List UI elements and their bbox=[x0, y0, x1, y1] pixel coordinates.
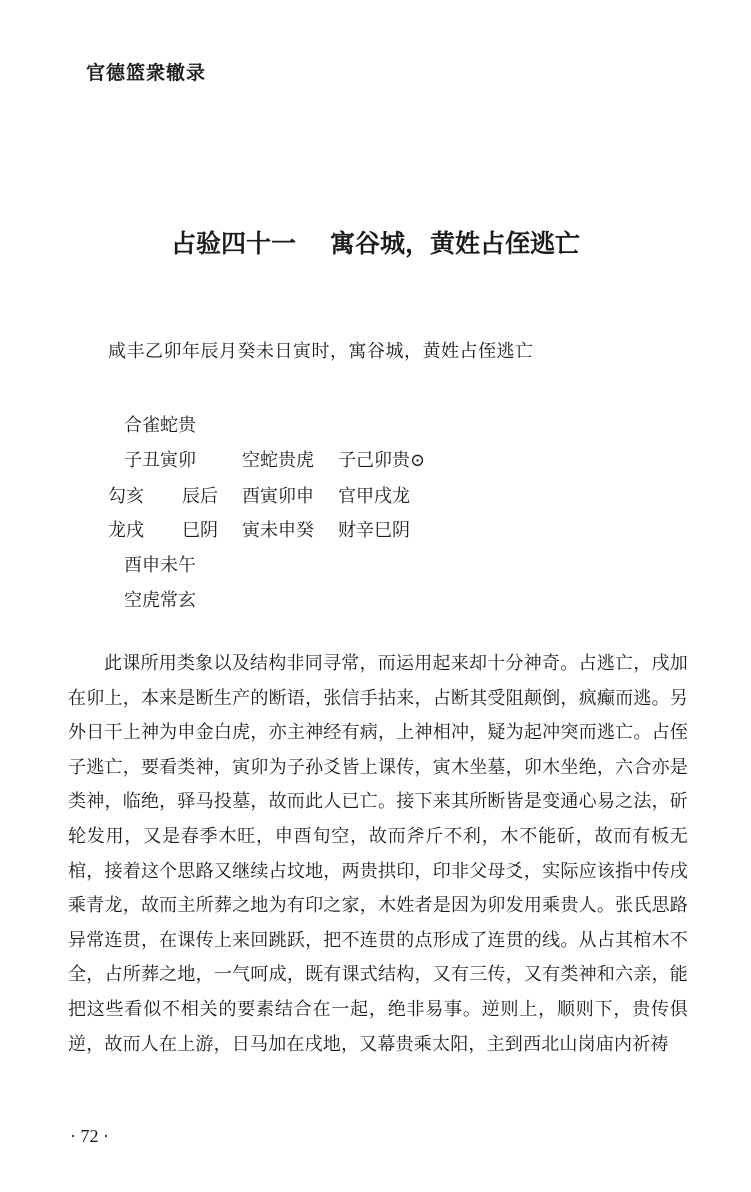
chart-cell: 官甲戌龙 bbox=[338, 486, 410, 507]
chart-row-5 bbox=[124, 551, 196, 577]
chapter-title-text: 寓谷城，黄姓占侄逃亡 bbox=[330, 229, 581, 258]
chapter-number-label: 占验四十一 bbox=[170, 229, 296, 258]
page-number: · 72 · bbox=[70, 1126, 109, 1146]
chart-cell: 勾亥 bbox=[108, 486, 144, 507]
chart-cell: 龙戌 bbox=[108, 520, 144, 541]
body-paragraph: 此课所用类象以及结构非同寻常，而运用起来却十分神奇。占逃亡，戌加在卯上，本来是断生产的断语，张信手拈来，占断其受阻颠倒，疯癫而逃。另外日干上神为申金白虎，亦主神经有病，上神相冲，疑为起冲突而逃亡。占侄子逃亡，要看类神，寅卯为子孙爻皆上课传，寅木坐墓，卯木坐绝，六合亦是类神，临绝，驿马投墓，故而此人已亡。接下来其所断皆是变通心易之法，斫轮发用，又是春季木旺，申酉旬空，故而斧斤不利，木不能斫，故而有板无棺，接着这个思路又继续占坟地，两贵拱印，印非父母爻，实际应该指中传戌乘青龙，故而主所葬之地为有印之家，木姓者是因为卯发用乘贵人。张氏思路异常连贯，在课传上来回跳跃，把不连贯的点形成了连贯的线。从占其棺木不全，占所葬之地，一气呵成，既有课式结构，又有三传，又有类神和六亲，能把这些看似不相关的要素结合在一起，绝非易事。逆则上，顺则下，贵传俱逆，故而人在上游，日马加在戌地，又幕贵乘太阳，主到西北山岗庙内祈祷 bbox=[68, 653, 688, 1055]
chart-cell: 寅未申癸 bbox=[242, 520, 314, 541]
chapter-title bbox=[0, 224, 751, 260]
chart-row-1 bbox=[124, 411, 196, 437]
chart-cell: 空蛇贵虎 bbox=[242, 450, 314, 471]
chart-cell: 财辛巳阴 bbox=[338, 520, 410, 541]
divination-subtitle: 咸丰乙卯年辰月癸未日寅时，寓谷城，黄姓占侄逃亡 bbox=[108, 341, 534, 362]
chart-cell: 酉寅卯申 bbox=[242, 486, 314, 507]
chart-row-6 bbox=[124, 586, 196, 612]
chart-cell: 酉申未午 bbox=[124, 555, 196, 576]
chart-cell: 子己卯贵⊙ bbox=[338, 450, 426, 471]
running-header: 官德篮衆辙录 bbox=[86, 62, 207, 84]
chart-cell: 巳阴 bbox=[182, 520, 218, 541]
chart-cell: 子丑寅卯 bbox=[124, 450, 196, 471]
chart-cell: 空虎常玄 bbox=[124, 590, 196, 611]
chart-cell: 辰后 bbox=[182, 486, 218, 507]
chart-cell: 合雀蛇贵 bbox=[124, 415, 196, 436]
